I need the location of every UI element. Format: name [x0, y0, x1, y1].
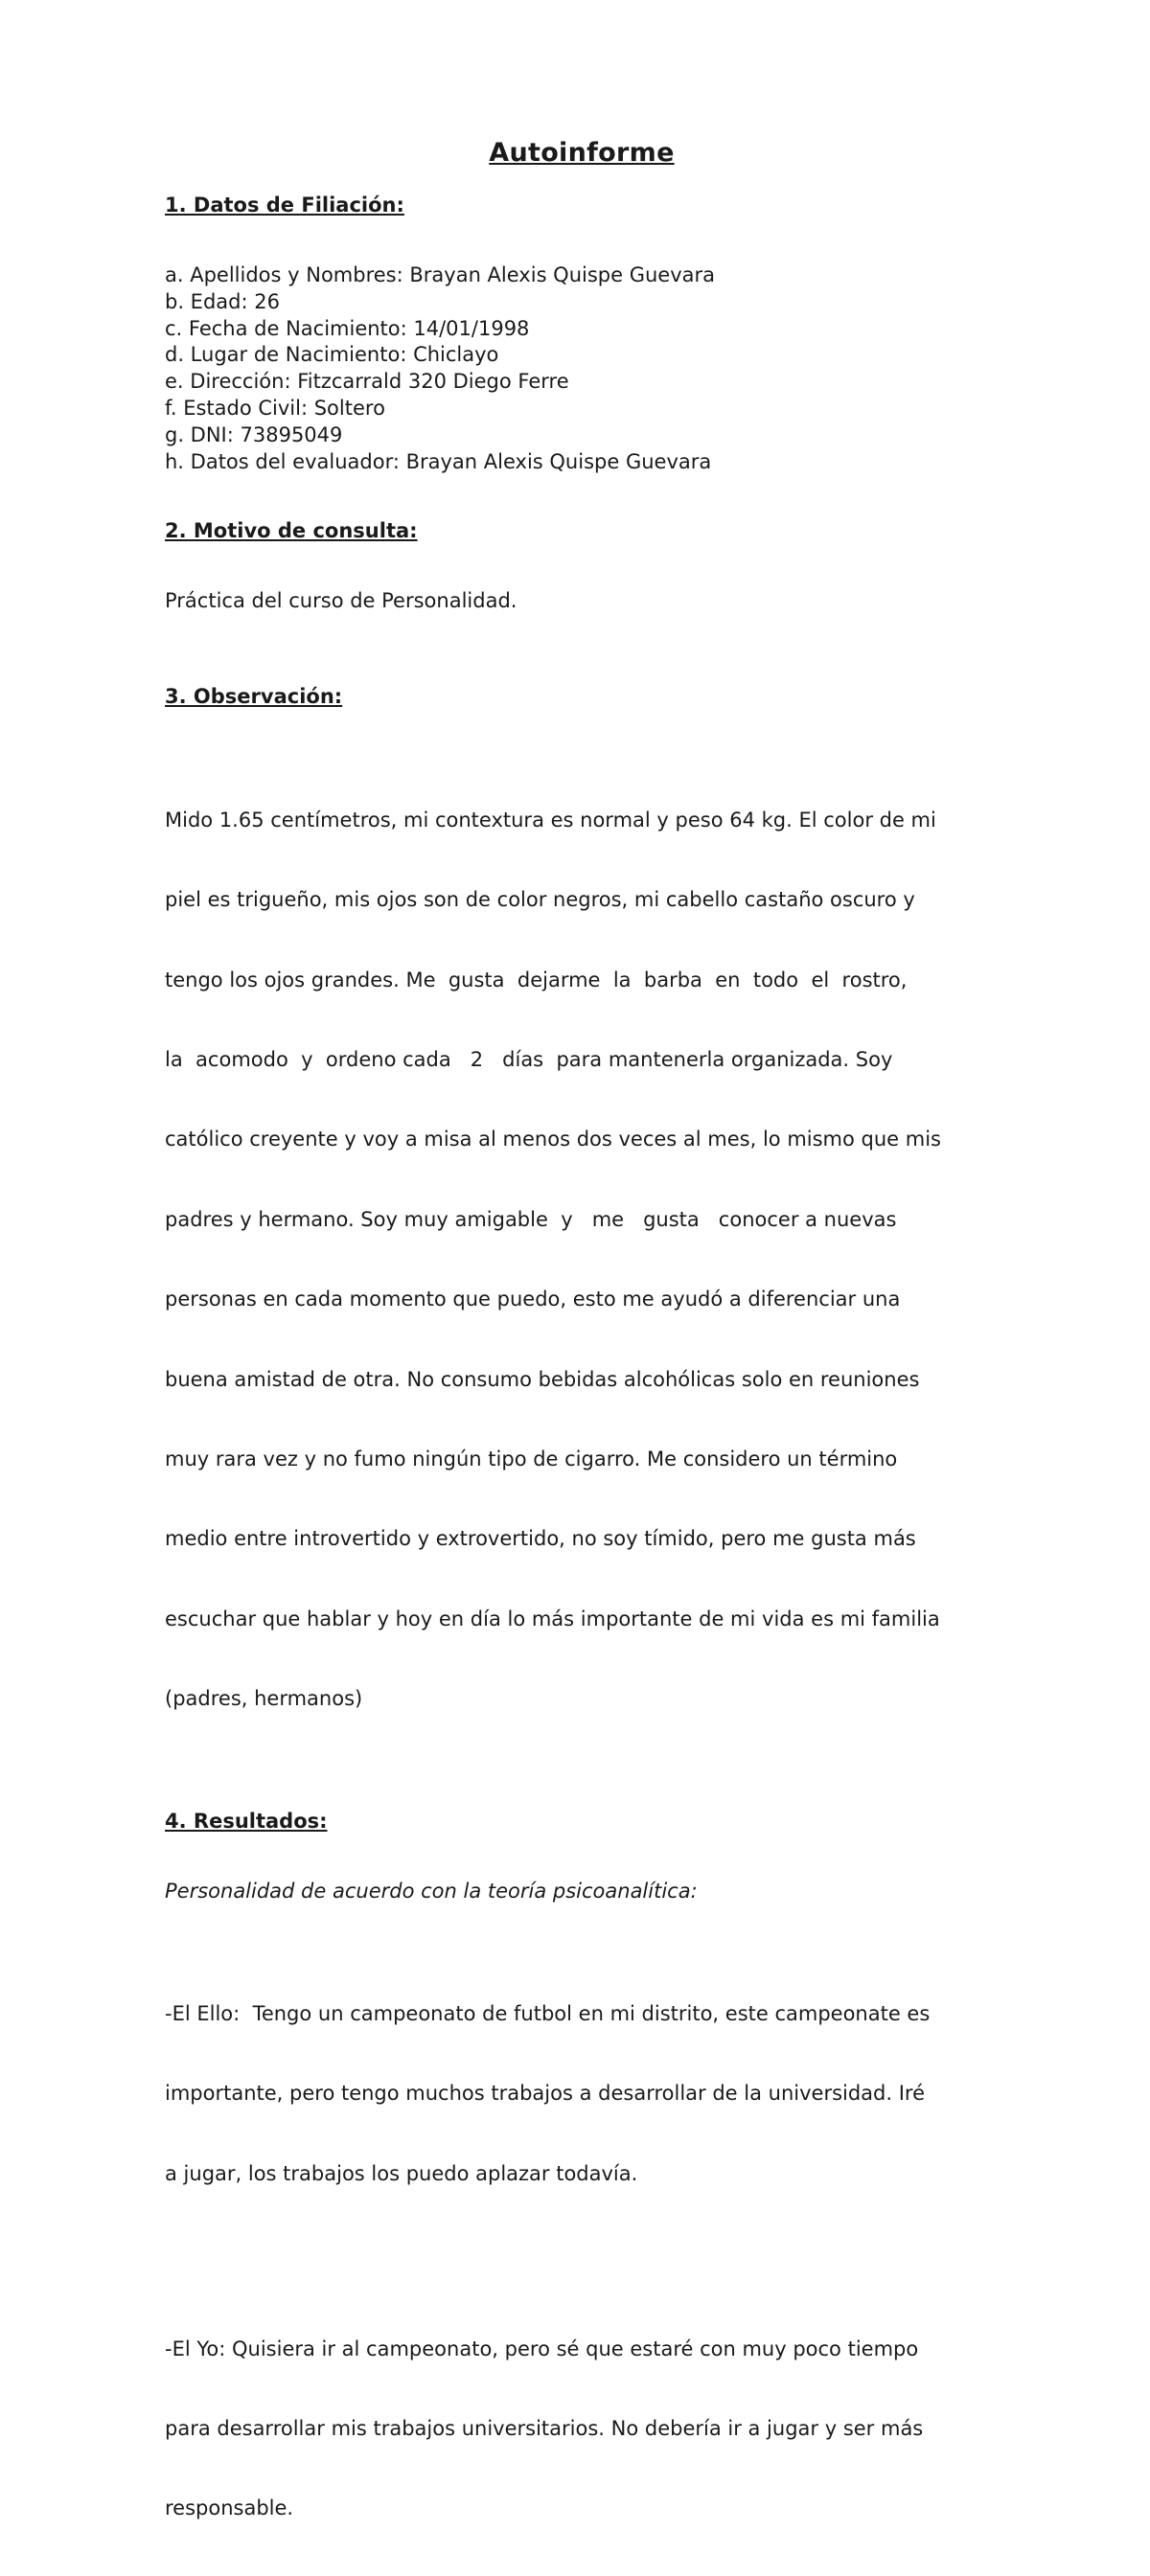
observacion-line: buena amistad de otra. No consumo bebidas alcohólicas solo en reuniones — [165, 1367, 920, 1391]
observacion-line: muy rara vez y no fumo ningún tipo de cigarro. Me considero un término — [165, 1447, 898, 1470]
field-lugar-nacimiento: d. Lugar de Nacimiento: Chiclayo — [165, 343, 499, 367]
field-apellidos-nombres: a. Apellidos y Nombres: Brayan Alexis Quispe Guevara — [165, 263, 716, 286]
observacion-line: padres y hermano. Soy muy amigable y me gusta conocer a nuevas — [165, 1207, 897, 1231]
yo-paragraph — [165, 2283, 999, 2576]
yo-line: para desarrollar mis trabajos universitarios. No debería ir a jugar y ser más — [165, 2417, 924, 2440]
yo-line: responsable. — [165, 2496, 294, 2520]
section-heading-motivo: 2. Motivo de consulta: — [165, 519, 418, 543]
ello-line: importante, pero tengo muchos trabajos a desarrollar de la universidad. Iré — [165, 2082, 926, 2106]
ello-line: a jugar, los trabajos los puedo aplazar todavía. — [165, 2161, 638, 2185]
observacion-line: personas en cada momento que puedo, esto me ayudó a diferenciar una — [165, 1288, 901, 1311]
observacion-line: piel es trigueño, mis ojos son de color negros, mi cabello castaño oscuro y — [165, 888, 915, 912]
observacion-line: la acomodo y ordeno cada 2 días para mantenerla organizada. Soy — [165, 1047, 893, 1071]
field-dni: g. DNI: 73895049 — [165, 422, 343, 446]
observacion-line: medio entre introvertido y extrovertido, no soy tímido, pero me gusta más — [165, 1527, 916, 1551]
observacion-line: escuchar que hablar y hoy en día lo más importante de mi vida es mi familia — [165, 1607, 940, 1630]
field-datos-evaluador: h. Datos del evaluador: Brayan Alexis Quispe Guevara — [165, 449, 712, 473]
motivo-text: Práctica del curso de Personalidad. — [165, 589, 518, 613]
ello-paragraph — [165, 1948, 999, 2241]
yo-line: -El Yo: Quisiera ir al campeonato, pero sé que estaré con muy poco tiempo — [165, 2337, 919, 2360]
field-fecha-nacimiento: c. Fecha de Nacimiento: 14/01/1998 — [165, 316, 530, 340]
observacion-line: Mido 1.65 centímetros, mi contextura es normal y peso 64 kg. El color de mi — [165, 808, 936, 832]
ello-line: -El Ello: Tengo un campeonato de futbol en mi distrito, este campeonate es — [165, 2001, 931, 2025]
observacion-paragraph — [165, 754, 999, 1766]
resultados-subheading: Personalidad de acuerdo con la teoría psicoanalítica: — [165, 1880, 698, 1904]
observacion-line: (padres, hermanos) — [165, 1687, 363, 1711]
observacion-line: católico creyente y voy a misa al menos dos veces al mes, lo mismo que mis — [165, 1128, 941, 1151]
document-content — [165, 134, 999, 2576]
section-heading-resultados: 4. Resultados: — [165, 1810, 328, 1834]
field-edad: b. Edad: 26 — [165, 289, 280, 313]
observacion-line: tengo los ojos grandes. Me gusta dejarme la barba en todo el rostro, — [165, 968, 908, 992]
section-heading-filiacion: 1. Datos de Filiación: — [165, 194, 404, 217]
document-title: Autoinforme — [489, 138, 675, 168]
field-direccion: e. Dirección: Fitzcarrald 320 Diego Ferre — [165, 370, 569, 394]
field-estado-civil: f. Estado Civil: Soltero — [165, 396, 385, 420]
filiacion-field-list — [165, 262, 999, 475]
section-heading-observacion: 3. Observación: — [165, 685, 343, 709]
